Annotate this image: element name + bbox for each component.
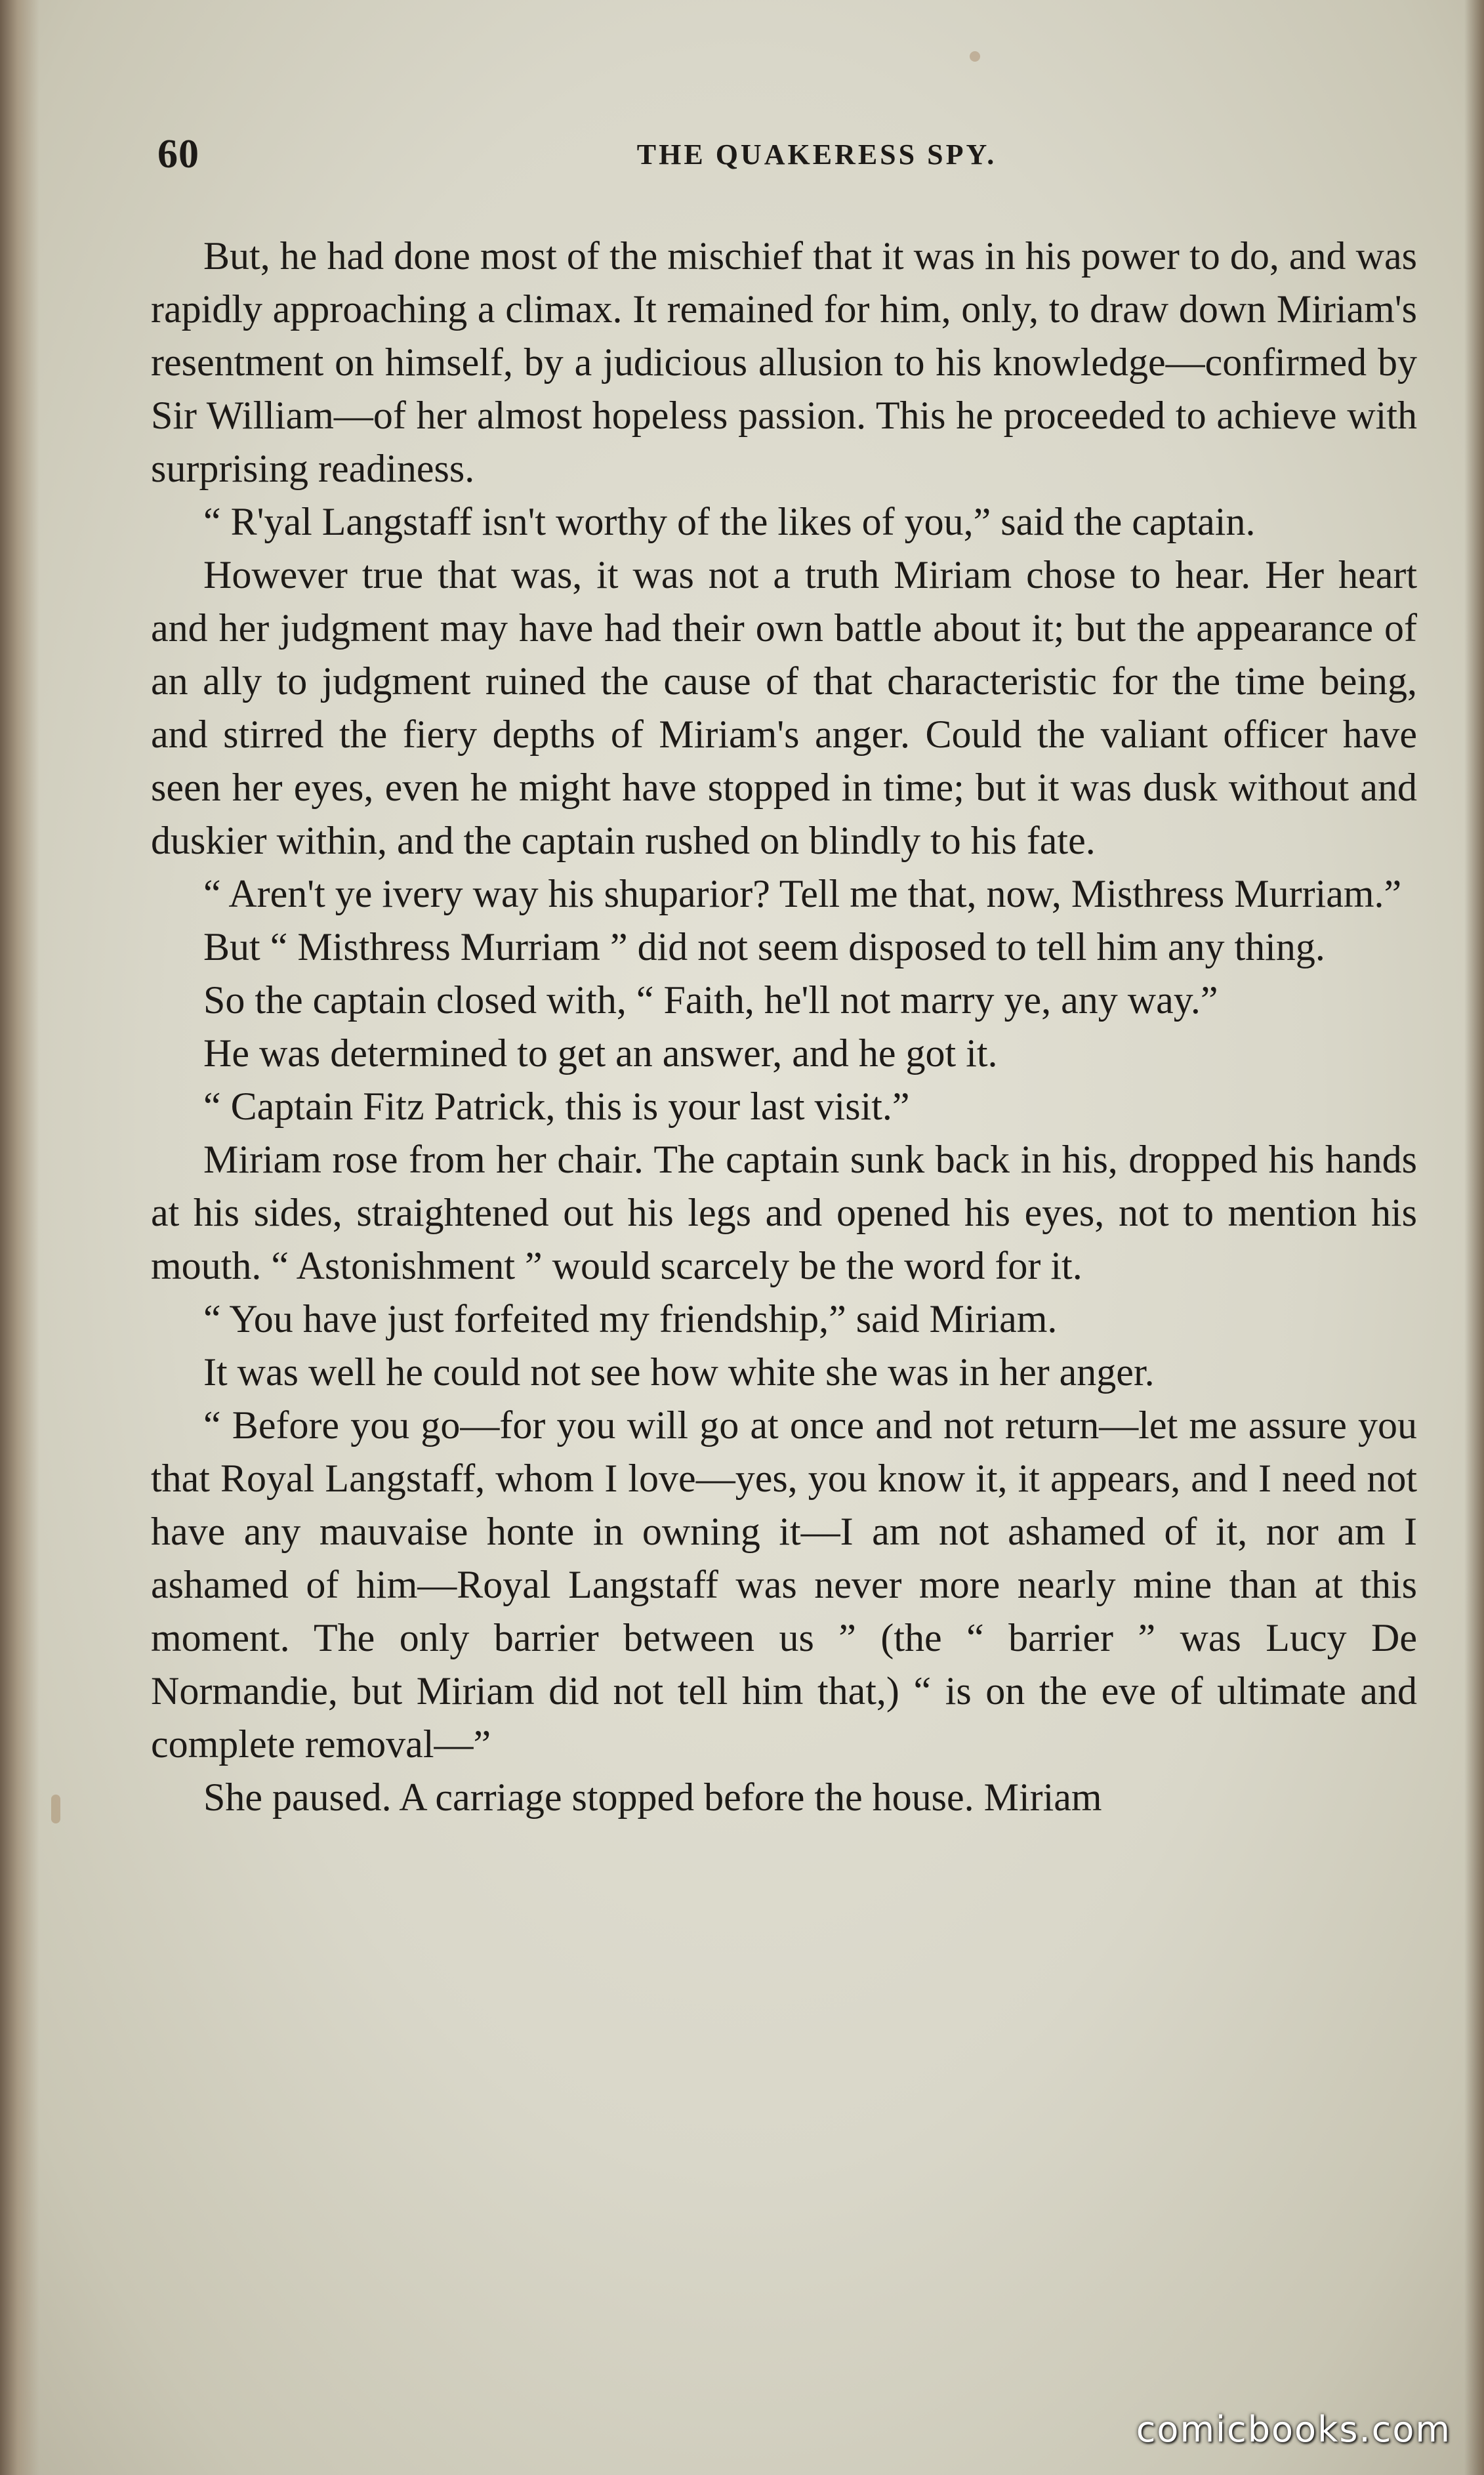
paragraph: But “ Misthress Murriam ” did not seem disposed to tell him any thing. bbox=[203, 925, 1325, 968]
page-shadow-right bbox=[1464, 0, 1484, 2475]
stain-spot bbox=[51, 1795, 60, 1823]
paragraph: “ Aren't ye ivery way his shuparior? Tell me that, now, Misthress Murriam.” bbox=[203, 872, 1402, 915]
paragraph: But, he had done most of the mischief that it was in his power to do, and was rapidly approaching a climax. It remained for him, only, to draw down Miriam's resentment on himself, by a judicious allusion to his knowledge—confirmed by Sir William—of her almost hopeless passion. This he proceeded to achieve with surprising readiness. bbox=[151, 234, 1417, 490]
stain-spot bbox=[970, 51, 980, 62]
paragraph: “ Captain Fitz Patrick, this is your last visit.” bbox=[203, 1085, 910, 1128]
page-number: 60 bbox=[157, 132, 199, 177]
paragraph: “ You have just forfeited my friendship,” said Miriam. bbox=[203, 1297, 1058, 1341]
body-text bbox=[151, 230, 1417, 1824]
page-header bbox=[157, 131, 1417, 184]
site-watermark: comicbooks.com bbox=[1136, 2409, 1451, 2450]
paragraph: She paused. A carriage stopped before the house. Miriam bbox=[203, 1776, 1102, 1819]
paragraph: “ Before you go—for you will go at once and not return—let me assure you that Royal Langstaff, whom I love—yes, you know it, it appears, and I need not have any mauvaise honte in owning it—I am not ashamed of it, nor am I ashamed of him—Royal Langstaff was never more nearly mine than at this moment. The only barrier between us ” (the “ barrier ” was Lucy De Normandie, but Miriam did not tell him that,) “ is on the eve of ultimate and complete removal—” bbox=[151, 1404, 1417, 1766]
paragraph: Miriam rose from her chair. The captain sunk back in his, dropped his hands at his sides, straightened out his legs and opened his eyes, not to mention his mouth. “ Astonishment ” would scarcely be the word for it. bbox=[151, 1138, 1417, 1287]
paragraph: He was determined to get an answer, and he got it. bbox=[203, 1031, 998, 1075]
paragraph: It was well he could not see how white she was in her anger. bbox=[203, 1350, 1155, 1394]
running-title: THE QUAKERESS SPY. bbox=[636, 138, 997, 171]
paragraph: So the captain closed with, “ Faith, he'll not marry ye, any way.” bbox=[203, 978, 1218, 1022]
paragraph: “ R'yal Langstaff isn't worthy of the likes of you,” said the captain. bbox=[203, 500, 1256, 543]
paragraph: However true that was, it was not a truth Miriam chose to hear. Her heart and her judgment may have had their own battle about it; but the appearance of an ally to judgment ruined the cause of that characteristic for the time being, and stirred the fiery depths of Miriam's anger. Could the valiant officer have seen her eyes, even he might have stopped in time; but it was dusk without and duskier within, and the captain rushed on blindly to his fate. bbox=[151, 553, 1417, 862]
page-shadow-left bbox=[0, 0, 39, 2475]
